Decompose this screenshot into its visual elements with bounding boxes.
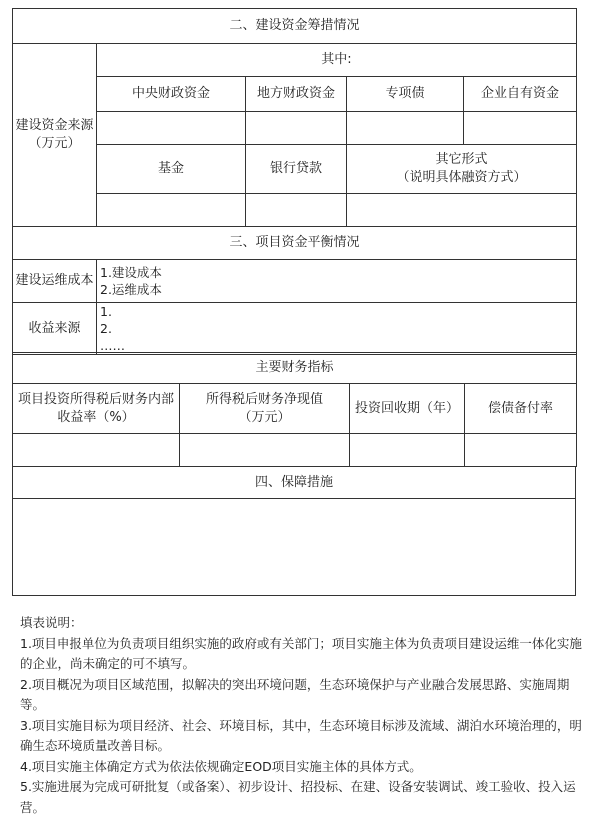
fin-col-payback: 投资回收期（年） [350,384,465,434]
note-item: 1.项目申报单位为负责项目组织实施的政府或有关部门；项目实施主体为负责项目建设运维一体化实施的企业，尚未确定的可不填写。 [20,635,582,671]
note-item: 3.项目实施目标为项目经济、社会、环境目标，其中，生态环境目标涉及流域、湖泊水环境治理的，明确生态环境质量改善目标。 [20,717,582,753]
input-npv[interactable] [180,434,350,467]
cost-item-1: 1.建设成本 [100,265,162,280]
input-other-forms[interactable] [347,194,577,227]
col-enterprise-own: 企业自有资金 [464,77,577,112]
fill-instructions [20,613,586,818]
among-label: 其中: [97,44,577,77]
other-forms-note: （说明具体融资方式） [396,170,527,185]
col-local-fiscal: 地方财政资金 [246,77,347,112]
col-central-fiscal: 中央财政资金 [97,77,246,112]
income-item-2: 2. [100,321,112,336]
col-bank-loan: 银行贷款 [246,145,347,194]
col-other-forms [347,145,577,194]
input-special-bond[interactable] [347,112,464,145]
fin-col-npv-line1: 所得税后财务净现值 [205,391,323,407]
input-payback[interactable] [350,434,465,467]
funding-source-label-text: 建设资金来源 [15,118,94,133]
cost-label: 建设运维成本 [13,260,97,303]
note-item: 5.实施进展为完成可研批复（或备案）、初步设计、招投标、在建、设备安装调试、竣工验收、投入运营。 [20,779,576,815]
finance-title: 主要财务指标 [13,353,577,384]
income-item-more: …… [100,338,125,353]
input-bank-loan[interactable] [246,194,347,227]
input-safeguard-measures[interactable] [13,499,576,596]
finance-table [12,352,577,467]
fin-col-dscr: 偿债备付率 [465,384,577,434]
col-fund: 基金 [97,145,246,194]
safeguard-table [12,466,576,596]
income-item-1: 1. [100,304,112,319]
other-forms-text: 其它形式 [435,152,488,167]
funding-source-label [13,44,97,227]
funding-table [12,8,577,355]
notes-heading: 填表说明： [20,615,83,630]
note-item: 2.项目概况为项目区域范围，拟解决的突出环境问题，生态环境保护与产业融合发展思路、实施周期等。 [20,676,570,712]
section4-title: 四、保障措施 [13,467,576,499]
income-label: 收益来源 [13,303,97,355]
col-special-bond: 专项债 [347,77,464,112]
input-dscr[interactable] [465,434,577,467]
input-local-fiscal[interactable] [246,112,347,145]
note-item: 4.项目实施主体确定方式为依法依规确定EOD项目实施主体的具体方式。 [20,758,422,774]
section3-title: 三、项目资金平衡情况 [13,227,577,260]
fin-col-irr [13,384,180,434]
input-fund[interactable] [97,194,246,227]
fin-col-irr-line1: 项目投资所得税后财务内部 [17,391,174,407]
fin-col-irr-line2: 收益率（%） [57,409,135,425]
income-items[interactable] [97,303,577,355]
section2-title: 二、建设资金筹措情况 [13,9,577,44]
fin-col-npv-line2: （万元） [238,409,291,425]
cost-item-2: 2.运维成本 [100,282,162,297]
input-central-fiscal[interactable] [97,112,246,145]
fin-col-npv [180,384,350,434]
cost-items[interactable] [97,260,577,303]
input-enterprise-own[interactable] [464,112,577,145]
input-irr[interactable] [13,434,180,467]
funding-source-unit: （万元） [28,136,81,151]
